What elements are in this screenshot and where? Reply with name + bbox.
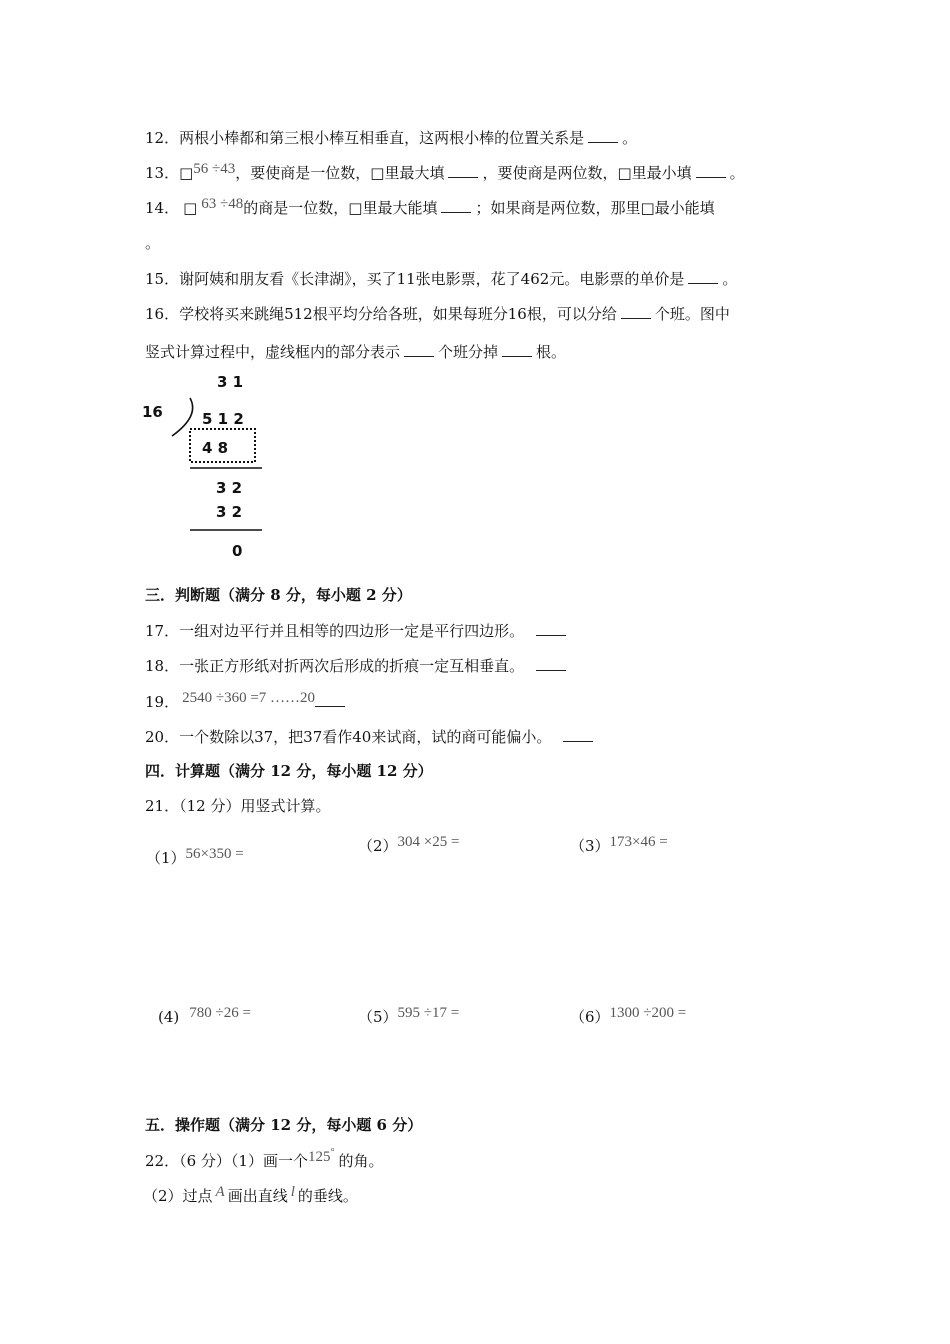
q12-end: 。 (622, 129, 638, 147)
q22-number: 22． (145, 1152, 180, 1170)
q13-text-2: ，要使商是两位数，□里最小填 (482, 164, 692, 182)
q16-text-5: 根。 (536, 343, 567, 361)
q22b-point: A (215, 1184, 225, 1200)
q13-box: □ (179, 164, 194, 182)
q13-blank-2[interactable] (696, 165, 726, 178)
division-remainder-1: 3 2 (216, 479, 243, 497)
division-dividend: 5 1 2 (202, 410, 244, 428)
question-13 (145, 163, 745, 184)
question-12 (145, 128, 637, 148)
q17-number: 17． (145, 622, 180, 640)
section-4-title (145, 761, 433, 781)
q17-blank[interactable] (536, 623, 566, 636)
q20-blank[interactable] (563, 729, 593, 742)
q20-text: 一个数除以37，把37看作40来试商，试的商可能偏小。 (179, 728, 552, 746)
q13-end: 。 (729, 164, 745, 182)
q14-number: 14． (145, 199, 180, 217)
section-3-text: 三．判断题（满分 8 分，每小题 2 分） (145, 586, 412, 604)
q17-text: 一组对边平行并且相等的四边形一定是平行四边形。 (179, 622, 525, 640)
q14-text-1: 的商是一位数，□里最大能填 (243, 199, 438, 217)
calc-1-label: （1） (146, 849, 186, 867)
calc-item-5 (358, 1007, 459, 1028)
q14-blank-1[interactable] (441, 200, 471, 213)
calc-4-label: (4) (158, 1008, 180, 1026)
q22b-text-2: 画出直线 (227, 1187, 288, 1205)
q22-degree: ° (330, 1147, 335, 1158)
q13-blank-1[interactable] (448, 165, 478, 178)
section-5-title (145, 1115, 422, 1135)
calc-1-expression: 56×350 = (185, 846, 244, 862)
q12-blank[interactable] (588, 130, 618, 143)
q13-number: 13． (145, 164, 180, 182)
calc-4-expression: 780 ÷26 = (189, 1005, 251, 1021)
section-5-text: 五．操作题（满分 12 分，每小题 6 分） (145, 1116, 423, 1134)
q14-end: 。 (145, 234, 161, 252)
q18-text: 一张正方形纸对折两次后形成的折痕一定互相垂直。 (179, 657, 525, 675)
q22-text-2: 的角。 (338, 1152, 384, 1170)
q16-blank-2[interactable] (404, 344, 434, 357)
q15-blank[interactable] (688, 271, 718, 284)
q21-number: 21． (145, 797, 180, 815)
q22b-text-3: 的垂线。 (297, 1187, 358, 1205)
division-remainder-2: 0 (232, 542, 243, 560)
division-step-2: 3 2 (216, 503, 243, 521)
q22-text-1: （6 分）（1）画一个 (179, 1152, 308, 1170)
q22b-text-1: （2）过点 (143, 1187, 213, 1205)
q16-blank-3[interactable] (502, 344, 532, 357)
q22b-line: l (290, 1184, 295, 1200)
calc-item-2 (358, 836, 459, 857)
q13-text-1: ，要使商是一位数，□里最大填 (235, 164, 445, 182)
section-4-text: 四．计算题（满分 12 分，每小题 12 分） (145, 762, 433, 780)
q13-expression: 56 ÷43 (193, 161, 236, 177)
q22-angle: 125 (307, 1149, 331, 1165)
question-17 (145, 621, 570, 641)
q12-number: 12． (145, 129, 180, 147)
q19-number: 19． (145, 693, 180, 711)
q15-text: 谢阿姨和朋友看《长津湖》，买了11张电影票，花了462元。电影票的单价是 (179, 270, 685, 288)
calc-item-1 (146, 848, 244, 869)
q12-text: 两根小棒都和第三根小棒互相垂直，这两根小棒的位置关系是 (179, 129, 585, 147)
calc-3-expression: 173×46 = (609, 834, 668, 850)
q16-text-1: 学校将买来跳绳512根平均分给各班，如果每班分16根，可以分给 (179, 305, 617, 323)
q19-expression: 2540 ÷360 =7 ……20 (182, 690, 316, 706)
q21-text: （12 分）用竖式计算。 (179, 797, 331, 815)
question-14-end (145, 233, 160, 253)
q20-number: 20． (145, 728, 180, 746)
division-step-1: 4 8 (202, 439, 229, 457)
long-division-figure (140, 366, 280, 566)
calc-item-3 (570, 836, 668, 857)
question-14 (145, 198, 715, 219)
calc-2-label: （2） (358, 837, 398, 855)
question-16-cont (145, 342, 566, 362)
division-bracket (172, 398, 193, 436)
q15-end: 。 (722, 270, 738, 288)
q18-blank[interactable] (536, 658, 566, 671)
q14-box: □ (183, 199, 198, 217)
question-16 (145, 304, 730, 324)
calc-3-label: （3） (570, 837, 610, 855)
question-22 (145, 1147, 384, 1174)
question-15 (145, 269, 737, 289)
calc-6-label: （6） (570, 1008, 610, 1026)
q16-number: 16． (145, 305, 180, 323)
question-21 (145, 796, 330, 816)
calc-5-expression: 595 ÷17 = (397, 1005, 460, 1021)
question-22b (143, 1186, 358, 1207)
question-19 (145, 692, 349, 713)
q16-text-3: 竖式计算过程中，虚线框内的部分表示 (145, 343, 401, 361)
q14-expression: 63 ÷48 (201, 196, 244, 212)
q18-number: 18． (145, 657, 180, 675)
question-18 (145, 656, 570, 676)
calc-6-expression: 1300 ÷200 = (609, 1005, 687, 1021)
q15-number: 15． (145, 270, 180, 288)
q16-blank-1[interactable] (621, 306, 651, 319)
q14-text-2: ；如果商是两位数，那里□最小能填 (475, 199, 715, 217)
q19-blank[interactable] (315, 694, 345, 707)
division-quotient: 3 1 (217, 373, 244, 391)
calc-5-label: （5） (358, 1008, 398, 1026)
section-3-title (145, 585, 412, 605)
calc-item-6 (570, 1007, 686, 1028)
calc-item-4 (158, 1007, 251, 1028)
question-20 (145, 727, 597, 747)
division-divisor: 16 (142, 403, 163, 421)
q16-text-4: 个班分掉 (438, 343, 499, 361)
q16-text-2: 个班。图中 (654, 305, 730, 323)
calc-2-expression: 304 ×25 = (397, 834, 460, 850)
